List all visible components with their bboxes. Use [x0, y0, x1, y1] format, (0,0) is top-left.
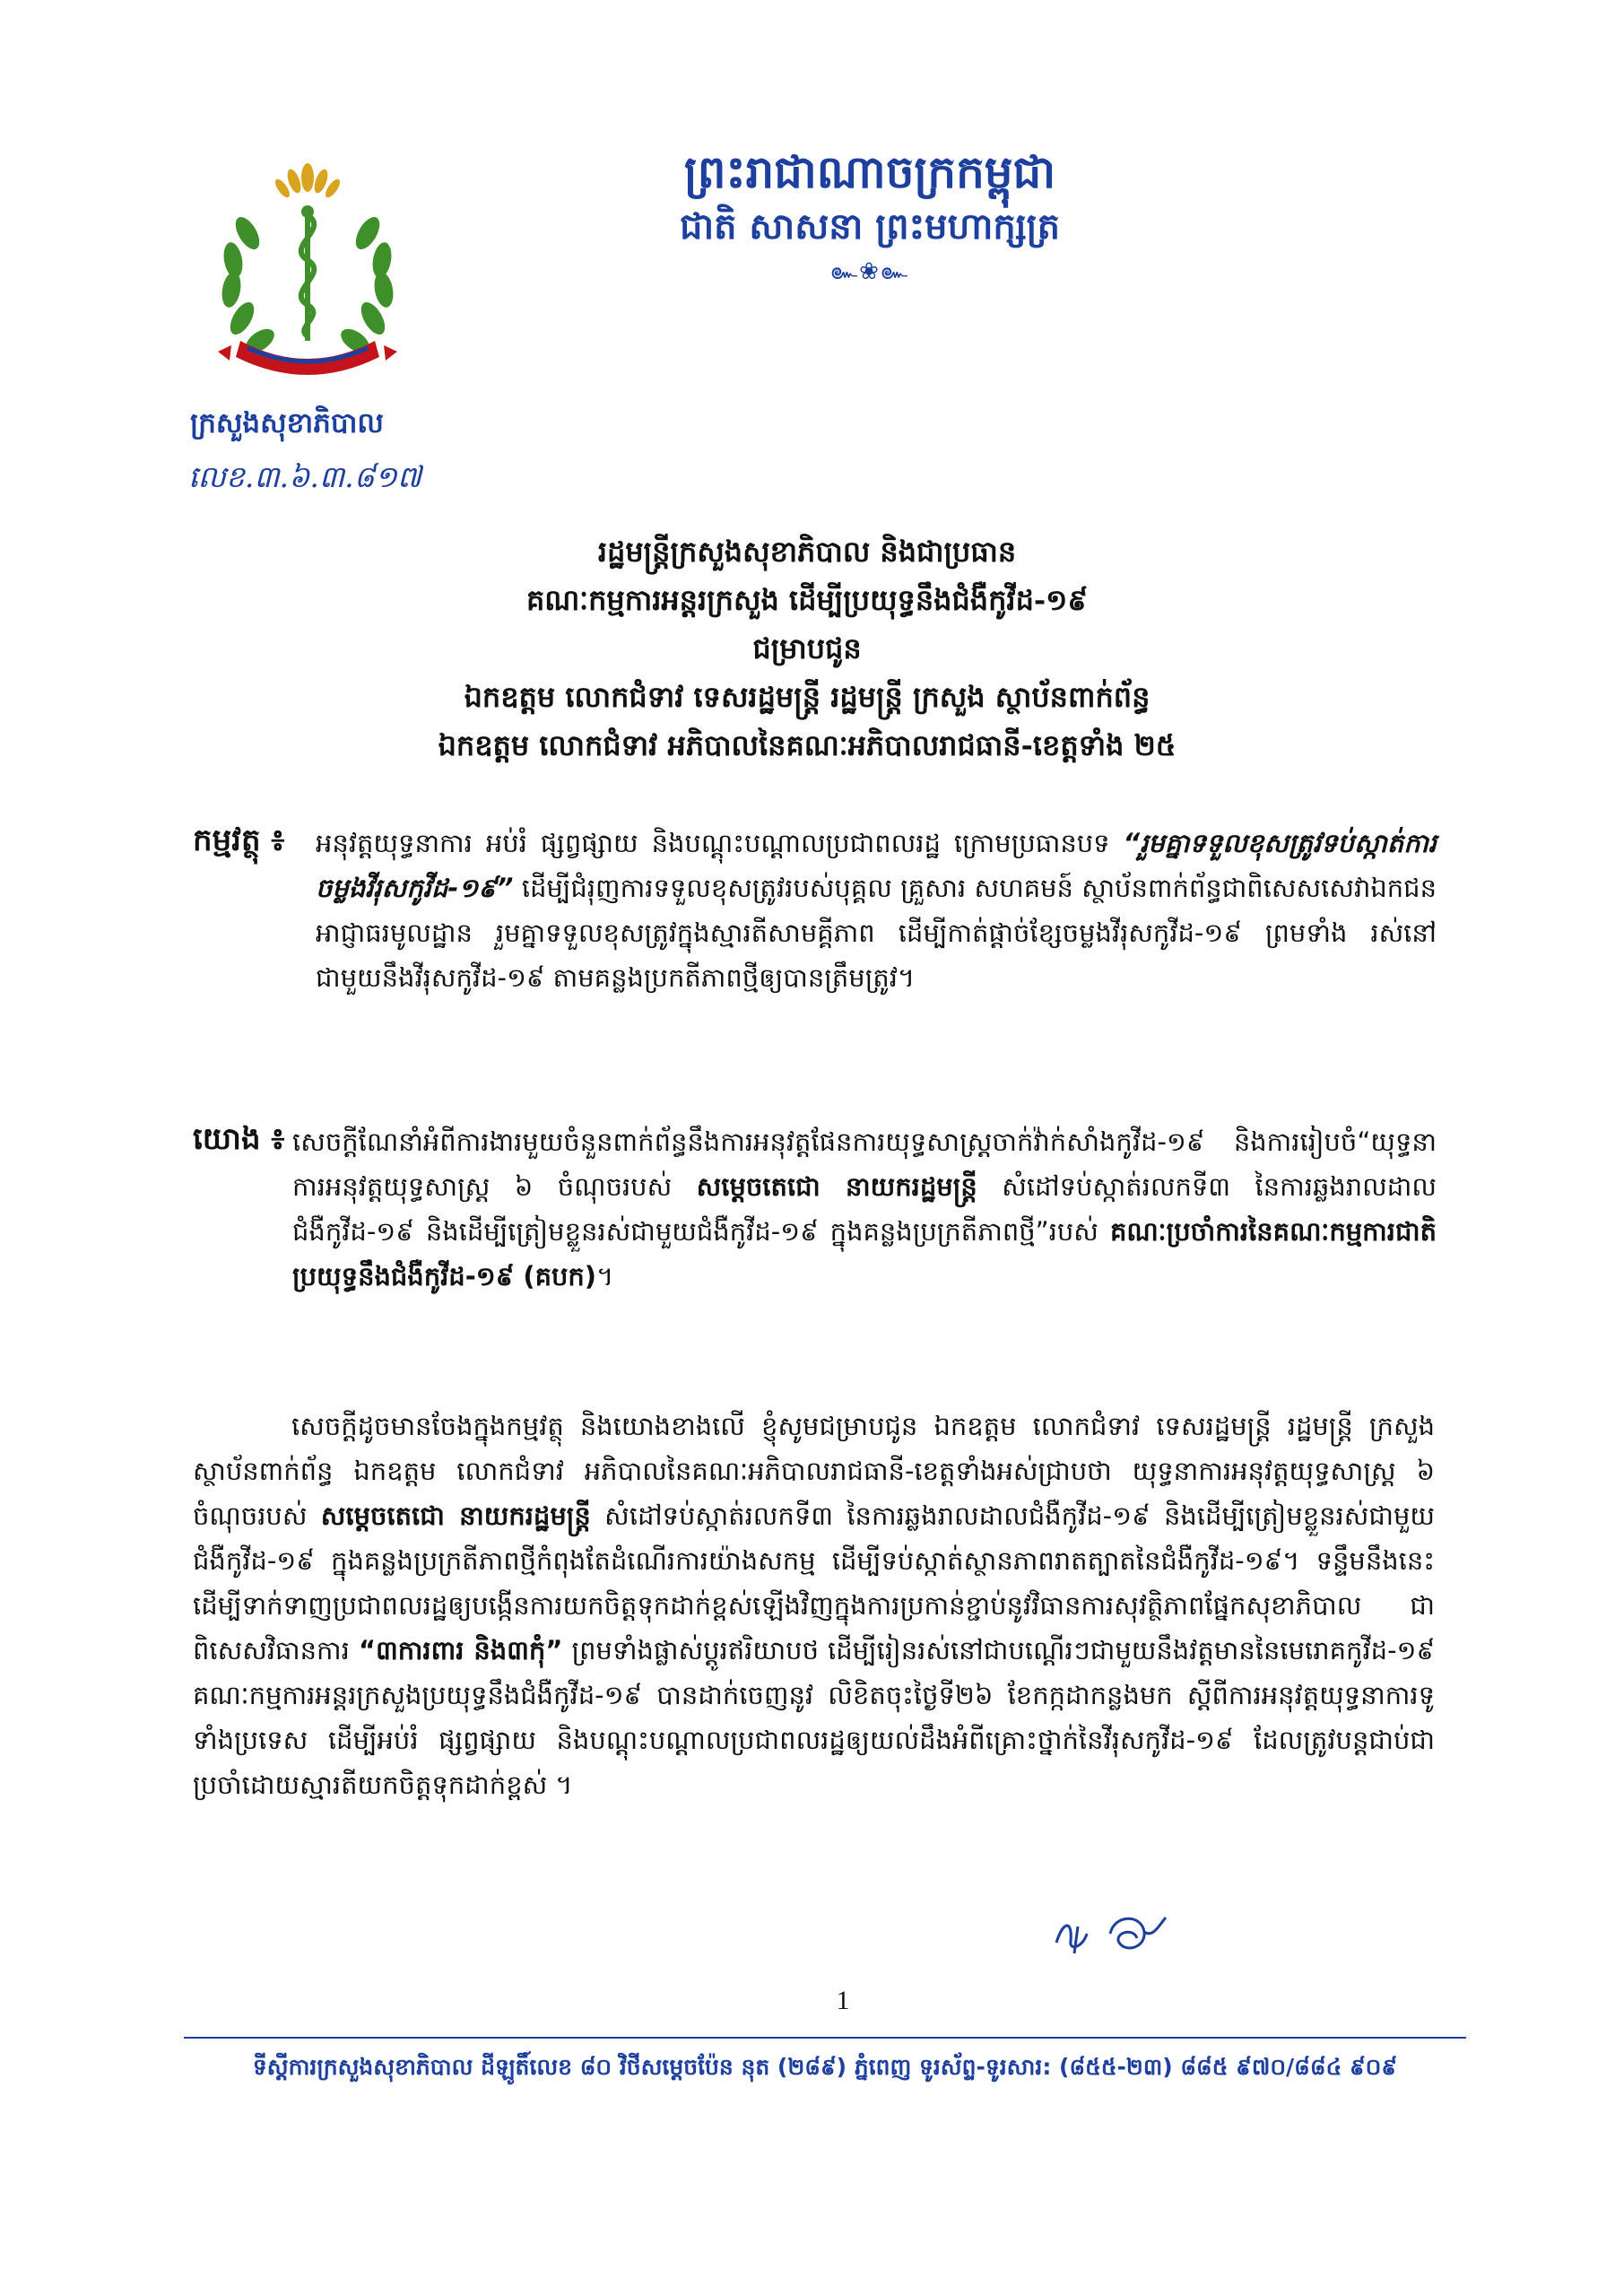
body-text-2: សំដៅទប់ស្កាត់រលកទី៣ នៃការឆ្លងរាលដាលជំងឺកូវីដ-១៩ និងដើម្បីត្រៀមខ្លួនរស់ជាមួយជំងឺកូវីដ-១៩ ក្នុងគន្លងប្រក្រតីភាពថ្មីកំពុងតែដំណើរការយ៉ាងសកម្ម ដើម្បីទប់ស្កាត់ស្ថានភាពរាតត្បាតនៃជំងឺកូវីដ-១៩។ ទន្ទឹមនឹងនេះដើម្បីទាក់ទាញប្រជាពលរដ្ឋឲ្យបង្កើនការយកចិត្តទុកដាក់ខ្ពស់ឡើងវិញក្នុងការប្រកាន់ខ្ជាប់នូវវិធានការសុវត្ថិភាពផ្នែកសុខាភិបាល ជាពិសេសវិធានការ — [193, 1500, 1435, 1665]
reference-text-2: សំដៅទប់ស្កាត់រលកទី៣ នៃការឆ្លងរាលដាលជំងឺកូវីដ-១៩ និងដើម្បីត្រៀមខ្លួនរស់ជាមួយជំងឺកូវីដ-១៩ ក្នុងគន្លងប្រក្រតីភាពថ្មី”របស់ — [292, 1171, 1437, 1247]
reference-text-1: សេចក្តីណែនាំអំពីការងារមួយចំនួនពាក់ព័ន្ធនឹងការអនុវត្តផែនការយុទ្ធសាស្ត្រចាក់វ៉ាក់សាំងកូវីដ-១៩ និងការរៀបចំ“យុទ្ធនាការអនុវត្តយុទ្ធសាស្ត្រ ៦ ចំណុចរបស់ — [292, 1126, 1437, 1202]
kingdom-title: ព្រះរាជាណាចក្រកម្ពុជា — [683, 145, 1056, 198]
title-line-3: ជម្រាបជូន — [752, 631, 862, 665]
kingdom-motto: ជាតិ សាសនា ព្រះមហាក្សត្រ — [680, 205, 1060, 248]
body-text-1: សេចក្តីដូចមានចែងក្នុងកម្មវត្ថុ និងយោងខាងលើ ខ្ញុំសូមជម្រាបជូន ឯកឧត្តម លោកជំទាវ ទេសរដ្ឋមន្ត្រី រដ្ឋមន្ត្រី ក្រសួង ស្ថាប័នពាក់ព័ន្ធ ឯកឧត្តម លោកជំទាវ អភិបាលនៃគណៈអភិបាលរាជធានី-ខេត្តទាំងអស់ជ្រាបថា យុទ្ធនាការអនុវត្តយុទ្ធសាស្ត្រ ៦ ចំណុចរបស់ — [193, 1411, 1435, 1531]
ministry-emblem-logo — [204, 161, 411, 386]
ornament-divider: ๛❀๛ — [830, 258, 909, 285]
body-paragraph — [193, 1404, 1435, 1807]
subject-campaign-title: “រួមគ្នាទទួលខុសត្រូវទប់ស្កាត់ការចម្លងវីរុសកូវីដ-១៩” — [316, 828, 1437, 903]
reference-text-3: ។ — [596, 1261, 614, 1292]
reference-bold-1: សម្តេចតេជោ នាយករដ្ឋមន្ត្រី — [696, 1171, 977, 1202]
page-number: 1 — [836, 1986, 850, 2015]
title-line-4: ឯកឧត្តម លោកជំទាវ ទេសរដ្ឋមន្ត្រី រដ្ឋមន្ត្រី ក្រសួង ស្ថាប័នពាក់ព័ន្ធ — [464, 680, 1150, 714]
ribbon — [218, 341, 397, 375]
body-bold-1: សម្តេចតេជោ នាយករដ្ឋមន្ត្រី — [320, 1500, 591, 1531]
footer-address: ទីស្តីការក្រសួងសុខាភិបាល ដីឡូតិ៍លេខ ៨០ វិថីសម្តេចប៉ែន នុត (២៨៩) ភ្នំពេញ ទូរស័ព្ទ-ទូរសារ: (៨៥៥-២៣) ៨៨៥ ៩៧០/៨៨៤ ៩០៩ — [252, 2054, 1398, 2080]
reference-text — [292, 1119, 1437, 1299]
ministry-name: ក្រសួងសុខាភិបាល — [190, 407, 384, 439]
reference-label: យោង ៖ — [193, 1121, 285, 1157]
initials-signature — [1047, 1907, 1182, 1961]
laurel-right — [337, 213, 396, 358]
footer-divider — [184, 2037, 1466, 2039]
wheat-crown — [273, 163, 343, 200]
title-line-2: គណៈកម្មការអន្តរក្រសួង ដើម្បីប្រយុទ្ធនឹងជំងឺកូវីដ-១៩ — [525, 583, 1089, 617]
letter-title — [179, 527, 1435, 770]
subject-text-intro: អនុវត្តយុទ្ធនាការ អប់រំ ផ្សព្វផ្សាយ និងបណ្តុះបណ្តាលប្រជាពលរដ្ឋ ក្រោមប្រធានបទ — [316, 828, 1110, 858]
reference-bold-2: គណៈប្រចាំការនៃគណៈកម្មការជាតិប្រយុទ្ធនឹងជំងឺកូវីដ-១៩ (គបក) — [292, 1216, 1437, 1292]
title-line-1: រដ្ឋមន្ត្រីក្រសួងសុខាភិបាល និងជាប្រធាន — [597, 535, 1017, 569]
staff-of-asclepius — [301, 205, 314, 341]
title-line-5: ឯកឧត្តម លោកជំទាវ អភិបាលនៃគណៈអភិបាលរាជធានី-ខេត្តទាំង ២៥ — [438, 728, 1177, 762]
body-text-3: ព្រមទាំងផ្លាស់ប្តូរឥរិយាបថ ដើម្បីរៀនរស់នៅជាបណ្តើរៗជាមួយនឹងវត្តមាននៃមេរោគកូវីដ-១៩ គណៈកម្មការអន្តរក្រសួងប្រយុទ្ធនឹងជំងឺកូវីដ-១៩ បានដាក់ចេញនូវ លិខិតចុះថ្ងៃទី២៦ ខែកក្កដាកន្លងមក ស្តីពីការអនុវត្តយុទ្ធនាការទូទាំងប្រទេស ដើម្បីអប់រំ ផ្សព្វផ្សាយ និងបណ្តុះបណ្តាលប្រជាពលរដ្ឋឲ្យយល់ដឹងអំពីគ្រោះថ្នាក់នៃវីរុសកូវីដ-១៩ ដែលត្រូវបន្តជាប់ជាប្រចាំដោយស្មារតីយកចិត្តទុកដាក់ខ្ពស់ ។ — [193, 1635, 1436, 1800]
body-bold-2: “៣ការពារ និង៣កុំ” — [358, 1635, 563, 1665]
laurel-left — [220, 213, 279, 358]
subject-text — [316, 821, 1437, 1000]
subject-text-rest: ដើម្បីជំរុញការទទួលខុសត្រូវរបស់បុគ្គល គ្រួសារ សហគមន៍ ស្ថាប័នពាក់ព័ន្ធជាពិសេសសេវាឯកជន អាជ្ញាធរមូលដ្ឋាន រួមគ្នាទទួលខុសត្រូវក្នុងស្មារតីសាមគ្គីភាព ដើម្បីកាត់ផ្តាច់ខ្សែចម្លងវីរុសកូវីដ-១៩ ព្រមទាំង រស់នៅជាមួយនឹងវីរុសកូវីដ-១៩ តាមគន្លងប្រកតីភាពថ្មីឲ្យបានត្រឹមត្រូវ។ — [316, 873, 1437, 993]
reference-number: លេខ.៣.៦.៣.៨១៧ — [188, 459, 421, 494]
kingdom-header — [502, 144, 1237, 287]
subject-label: កម្មវត្ថុ ៖ — [193, 822, 285, 858]
